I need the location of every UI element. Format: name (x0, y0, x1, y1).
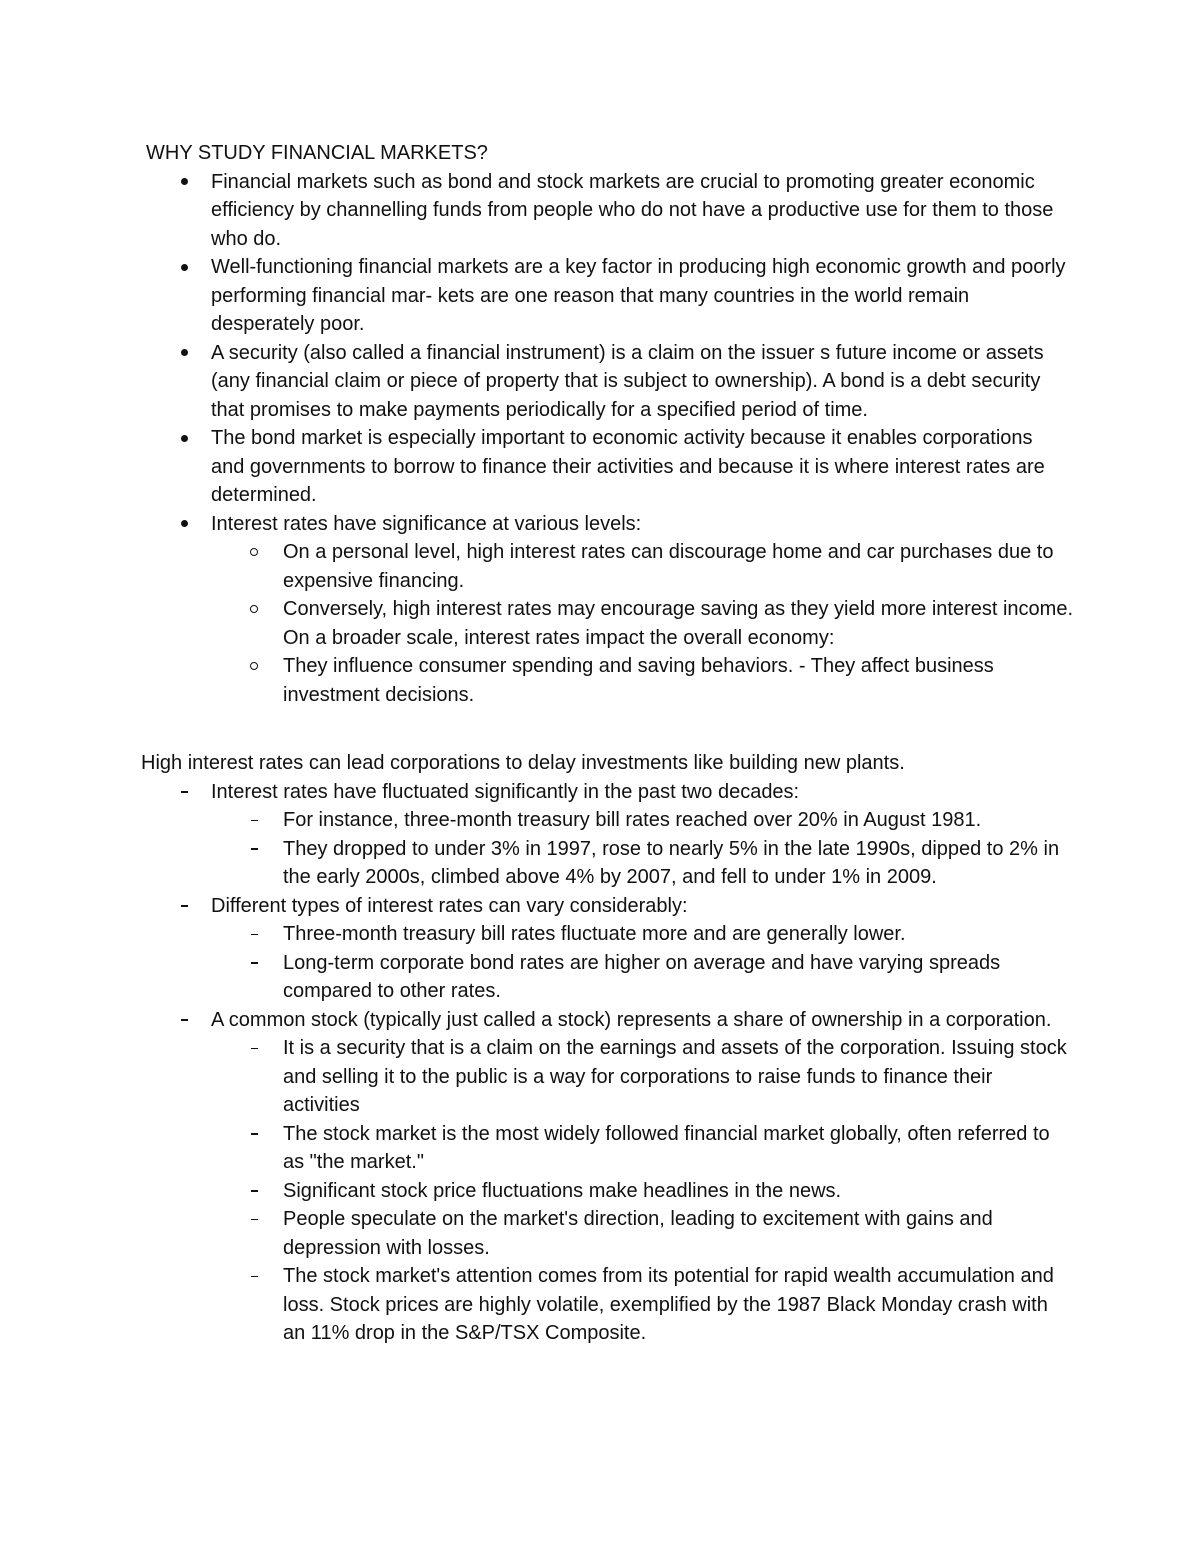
dash-icon (244, 1034, 264, 1063)
sub-list-item (0, 1262, 1073, 1348)
list-item-text: The stock market is the most widely followed financial market globally, often referred to as "the market." (283, 1122, 1050, 1173)
dash-icon (244, 920, 264, 949)
dash-icon (244, 835, 264, 864)
list-item-text: They dropped to under 3% in 1997, rose to nearly 5% in the late 1990s, dipped to 2% in the early 2000s, climbed above 4% by 2007, and fell to under 1% in 2009. (283, 837, 1060, 888)
sub-list-item (0, 835, 1073, 892)
dash-icon (174, 892, 194, 921)
list-item-text: Different types of interest rates can vary considerably: (211, 894, 688, 917)
document-heading: WHY STUDY FINANCIAL MARKETS? (146, 142, 488, 164)
list-item (0, 892, 1071, 921)
dash-icon (244, 1205, 264, 1234)
list-item-text: Conversely, high interest rates may encourage saving as they yield more interest income. On a broader scale, interest rates impact the overall economy: (283, 598, 1074, 649)
list-item-text: Three-month treasury bill rates fluctuate more and are generally lower. (283, 923, 906, 945)
dash-icon (244, 806, 264, 835)
list-item-text: On a personal level, high interest rates can discourage home and car purchases due to expensive financing. (283, 541, 1054, 592)
list-item-text: Interest rates have significance at various levels: (211, 512, 642, 535)
list-item-text: Long-term corporate bond rates are higher on average and have varying spreads compared to other rates. (283, 951, 1001, 1002)
list-item (0, 339, 1071, 425)
list-item-text: People speculate on the market's direction, leading to excitement with gains and depression with losses. (283, 1208, 993, 1259)
list-item (0, 778, 1071, 807)
list-item (0, 253, 1071, 339)
list-item-text: Financial markets such as bond and stock markets are crucial to promoting greater economic efficiency by channelling funds from people who do not have a productive use for them to those who do. (211, 170, 1054, 250)
list-item-text: The stock market's attention comes from its potential for rapid wealth accumulation and loss. Stock prices are highly volatile, exemplified by the 1987 Black Monday crash with an 11% drop in the S&P/TSX Composite. (283, 1265, 1054, 1344)
document-body (0, 139, 1200, 1348)
list-item-text: Well-functioning financial markets are a key factor in producing high economic growth and poorly performing financial mar- kets are one reason that many countries in the world remain desperately poor. (211, 256, 1066, 335)
list-item-text: A security (also called a financial instrument) is a claim on the issuer s future income or assets (any financial claim or piece of property that is subject to ownership). A bond is a debt security that promises to make payments periodically for a specified period of time. (211, 341, 1044, 421)
bullet-disc-icon (174, 339, 194, 368)
bullet-disc-icon (174, 510, 194, 539)
list-item (0, 168, 1071, 254)
list-item (0, 424, 1071, 510)
list-item-text: Significant stock price fluctuations make headlines in the news. (283, 1179, 842, 1202)
dash-icon (244, 1262, 264, 1291)
list-item-text: Interest rates have fluctuated significantly in the past two decades: (211, 780, 800, 803)
sub-list-item (0, 920, 1073, 949)
bullet-circle-icon (244, 652, 264, 681)
dash-icon (174, 1006, 194, 1035)
body-paragraph: High interest rates can lead corporations to delay investments like building new plants. (141, 752, 905, 774)
sub-list-item (0, 806, 1073, 835)
sub-list-item (0, 538, 1073, 595)
bullet-disc-icon (174, 253, 194, 282)
sub-list-item (0, 1120, 1073, 1177)
bullet-disc-icon (174, 424, 194, 453)
sub-list-item (0, 652, 1073, 709)
list-item-text: It is a security that is a claim on the earnings and assets of the corporation. Issuing stock and selling it to the public is a way for corporations to raise funds to finance their activities (283, 1037, 1067, 1116)
sub-list-item (0, 1205, 1073, 1262)
sub-list-item (0, 1177, 1073, 1206)
list-item-text: For instance, three-month treasury bill rates reached over 20% in August 1981. (283, 809, 982, 831)
dash-list (0, 778, 1200, 1348)
bullet-circle-icon (244, 595, 264, 624)
list-item-text: The bond market is especially important to economic activity because it enables corporations and governments to borrow to finance their activities and because it is where interest rates are determined. (211, 427, 1045, 506)
sub-list-item (0, 1034, 1073, 1120)
list-item-text: A common stock (typically just called a stock) represents a share of ownership in a corporation. (211, 1008, 1052, 1031)
list-item (0, 1006, 1071, 1035)
list-item-text: They influence consumer spending and saving behaviors. - They affect business investment decisions. (283, 655, 994, 706)
bullet-disc-icon (174, 168, 194, 197)
dash-icon (244, 1120, 264, 1149)
bullet-circle-icon (244, 538, 264, 567)
sub-list-item (0, 595, 1073, 652)
dash-icon (244, 949, 264, 978)
dash-icon (244, 1177, 264, 1206)
list-item (0, 510, 1071, 539)
bullet-list (0, 168, 1200, 710)
sub-list-item (0, 949, 1073, 1006)
dash-icon (174, 778, 194, 807)
